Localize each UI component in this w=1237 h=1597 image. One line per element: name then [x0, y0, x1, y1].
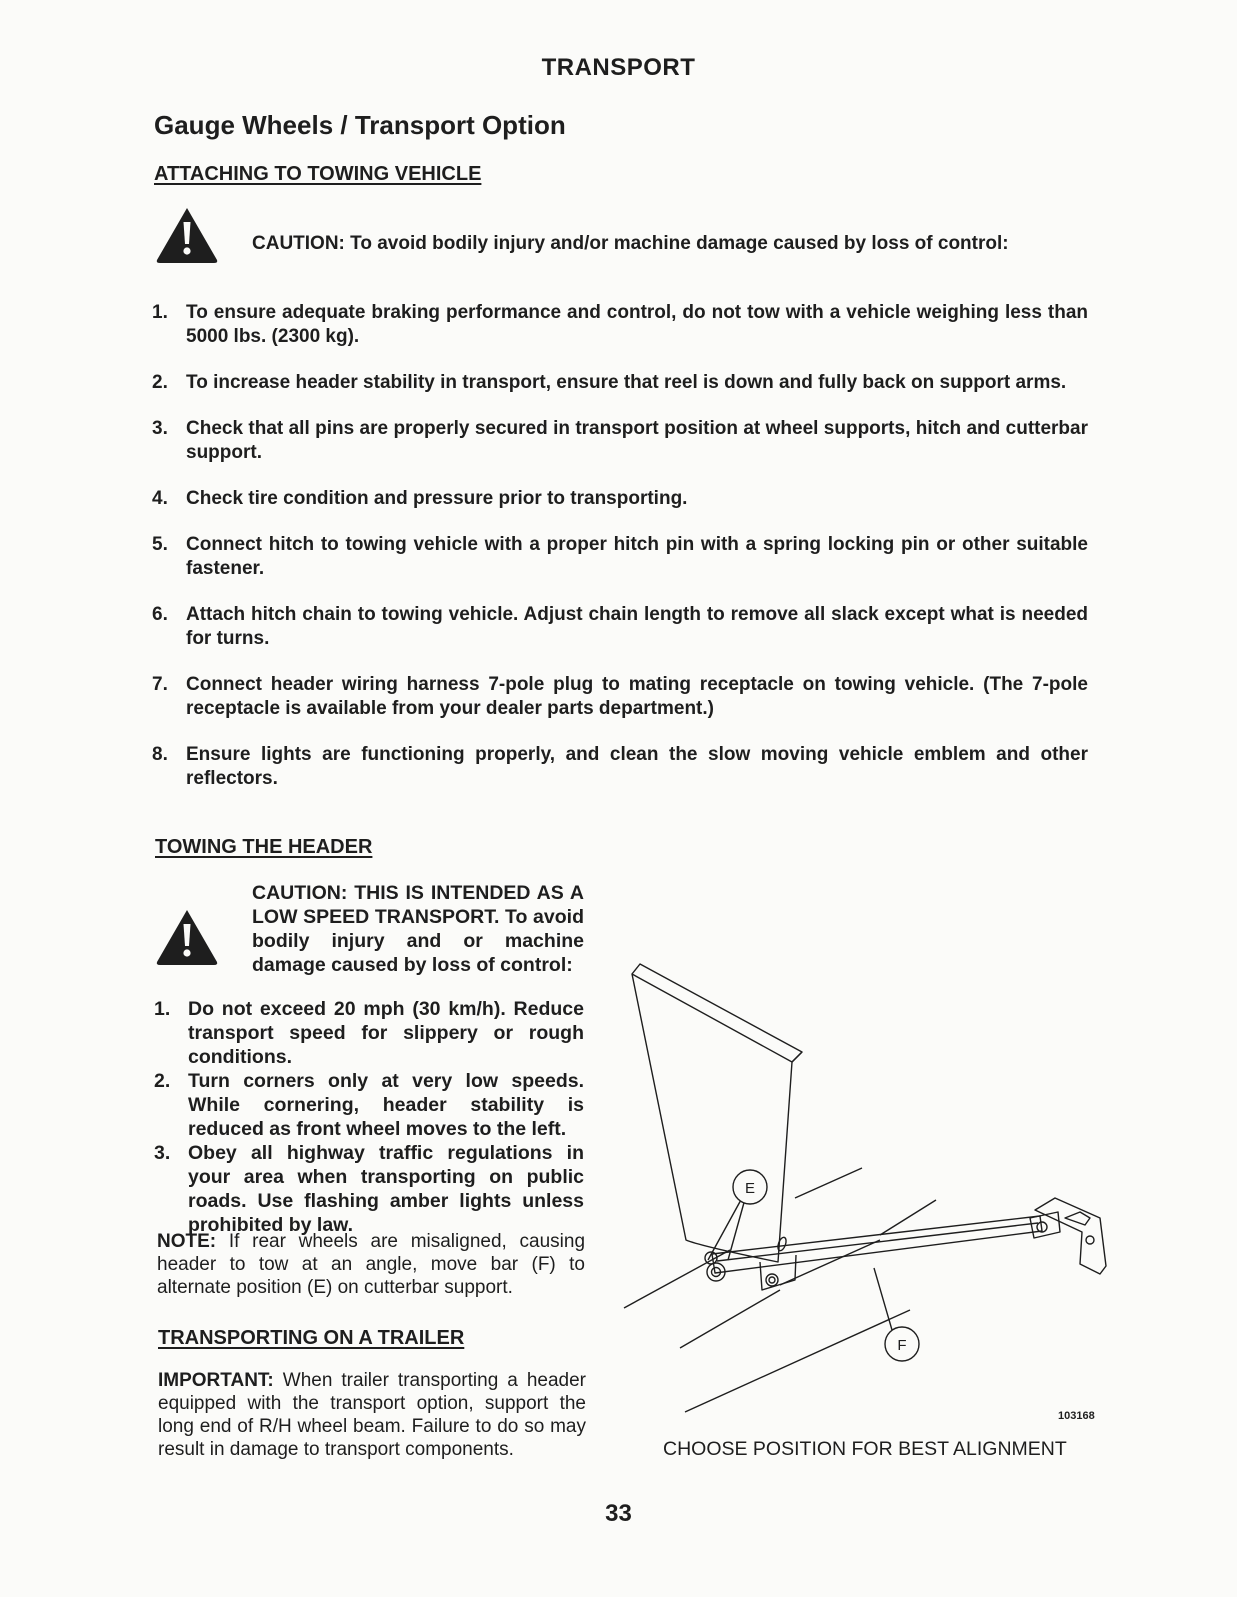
item-text: To ensure adequate braking performance and control, do not tow with a vehicle weighing less than 5000 lbs. (2300 kg).	[186, 302, 1088, 347]
item-number: 1.	[154, 998, 171, 1020]
list-item	[152, 533, 1088, 581]
figure-caption: CHOOSE POSITION FOR BEST ALIGNMENT	[663, 1438, 1067, 1460]
note-text: If rear wheels are misaligned, causing header to tow at an angle, move bar (F) to alternate position (E) on cutterbar support.	[157, 1231, 586, 1298]
list-item	[152, 371, 1088, 395]
item-number: 5.	[152, 534, 168, 555]
list-item	[154, 1069, 584, 1141]
list-item	[152, 417, 1088, 465]
attaching-steps-list	[152, 301, 1088, 813]
item-number: 3.	[154, 1142, 171, 1164]
item-text: Do not exceed 20 mph (30 km/h). Reduce transport speed for slippery or rough conditions.	[188, 998, 584, 1068]
list-item	[152, 743, 1088, 791]
item-number: 6.	[152, 604, 168, 625]
list-item	[154, 1141, 584, 1237]
item-number: 8.	[152, 744, 168, 765]
item-text: Turn corners only at very low speeds. While cornering, header stability is reduced as front wheel moves to the left.	[188, 1070, 584, 1140]
item-text: Check that all pins are properly secured in transport position at wheel supports, hitch and cutterbar support.	[186, 418, 1088, 463]
towing-steps-list	[154, 997, 584, 1237]
list-item	[152, 487, 1088, 511]
item-text: Check tire condition and pressure prior to transporting.	[186, 488, 688, 509]
item-text: Connect header wiring harness 7-pole plug to mating receptacle on towing vehicle. (The 7-pole receptacle is available from your dealer parts department.)	[186, 674, 1088, 719]
item-number: 3.	[152, 418, 168, 439]
label-e: E	[744, 1180, 756, 1197]
warning-triangle-icon	[154, 907, 220, 967]
label-f: F	[897, 1337, 907, 1354]
item-number: 2.	[154, 1070, 171, 1092]
item-text: Obey all highway traffic regulations in your area when transporting on public roads. Use flashing amber lights unless prohibited by law.	[188, 1142, 584, 1236]
towing-note	[157, 1230, 585, 1299]
item-text: Ensure lights are functioning properly, and clean the slow moving vehicle emblem and other reflectors.	[186, 744, 1088, 789]
list-item	[152, 603, 1088, 651]
towing-heading: TOWING THE HEADER	[155, 836, 373, 858]
trailer-important-note	[158, 1369, 586, 1461]
page-title: TRANSPORT	[541, 54, 696, 81]
important-text: When trailer transporting a header equipped with the transport option, support the long end of R/H wheel beam. Failure to do so may result in damage to transport components.	[158, 1370, 586, 1460]
item-number: 4.	[152, 488, 168, 509]
trailer-heading: TRANSPORTING ON A TRAILER	[158, 1327, 465, 1349]
caution-attaching-text: CAUTION: To avoid bodily injury and/or machine damage caused by loss of control:	[252, 233, 1009, 254]
note-label: NOTE:	[157, 1231, 217, 1252]
list-item	[154, 997, 584, 1069]
list-item	[152, 301, 1088, 349]
attaching-heading: ATTACHING TO TOWING VEHICLE	[154, 163, 482, 185]
item-number: 7.	[152, 674, 168, 695]
section-title: Gauge Wheels / Transport Option	[154, 110, 566, 140]
caution-towing-text: CAUTION: THIS IS INTENDED AS A LOW SPEED TRANSPORT. To avoid bodily injury and or machine damage caused by loss of control:	[252, 882, 584, 976]
item-number: 2.	[152, 372, 168, 393]
item-number: 1.	[152, 302, 168, 323]
item-text: To increase header stability in transport, ensure that reel is down and fully back on support arms.	[186, 372, 1067, 393]
figure-code: 103168	[1058, 1410, 1095, 1422]
important-label: IMPORTANT:	[158, 1370, 274, 1391]
warning-triangle-icon	[154, 205, 220, 265]
page-number: 33	[605, 1500, 632, 1527]
list-item	[152, 673, 1088, 721]
item-text: Connect hitch to towing vehicle with a proper hitch pin with a spring locking pin or other suitable fastener.	[186, 534, 1088, 579]
cutterbar-support-diagram	[610, 950, 1120, 1430]
item-text: Attach hitch chain to towing vehicle. Adjust chain length to remove all slack except what is needed for turns.	[186, 604, 1088, 649]
